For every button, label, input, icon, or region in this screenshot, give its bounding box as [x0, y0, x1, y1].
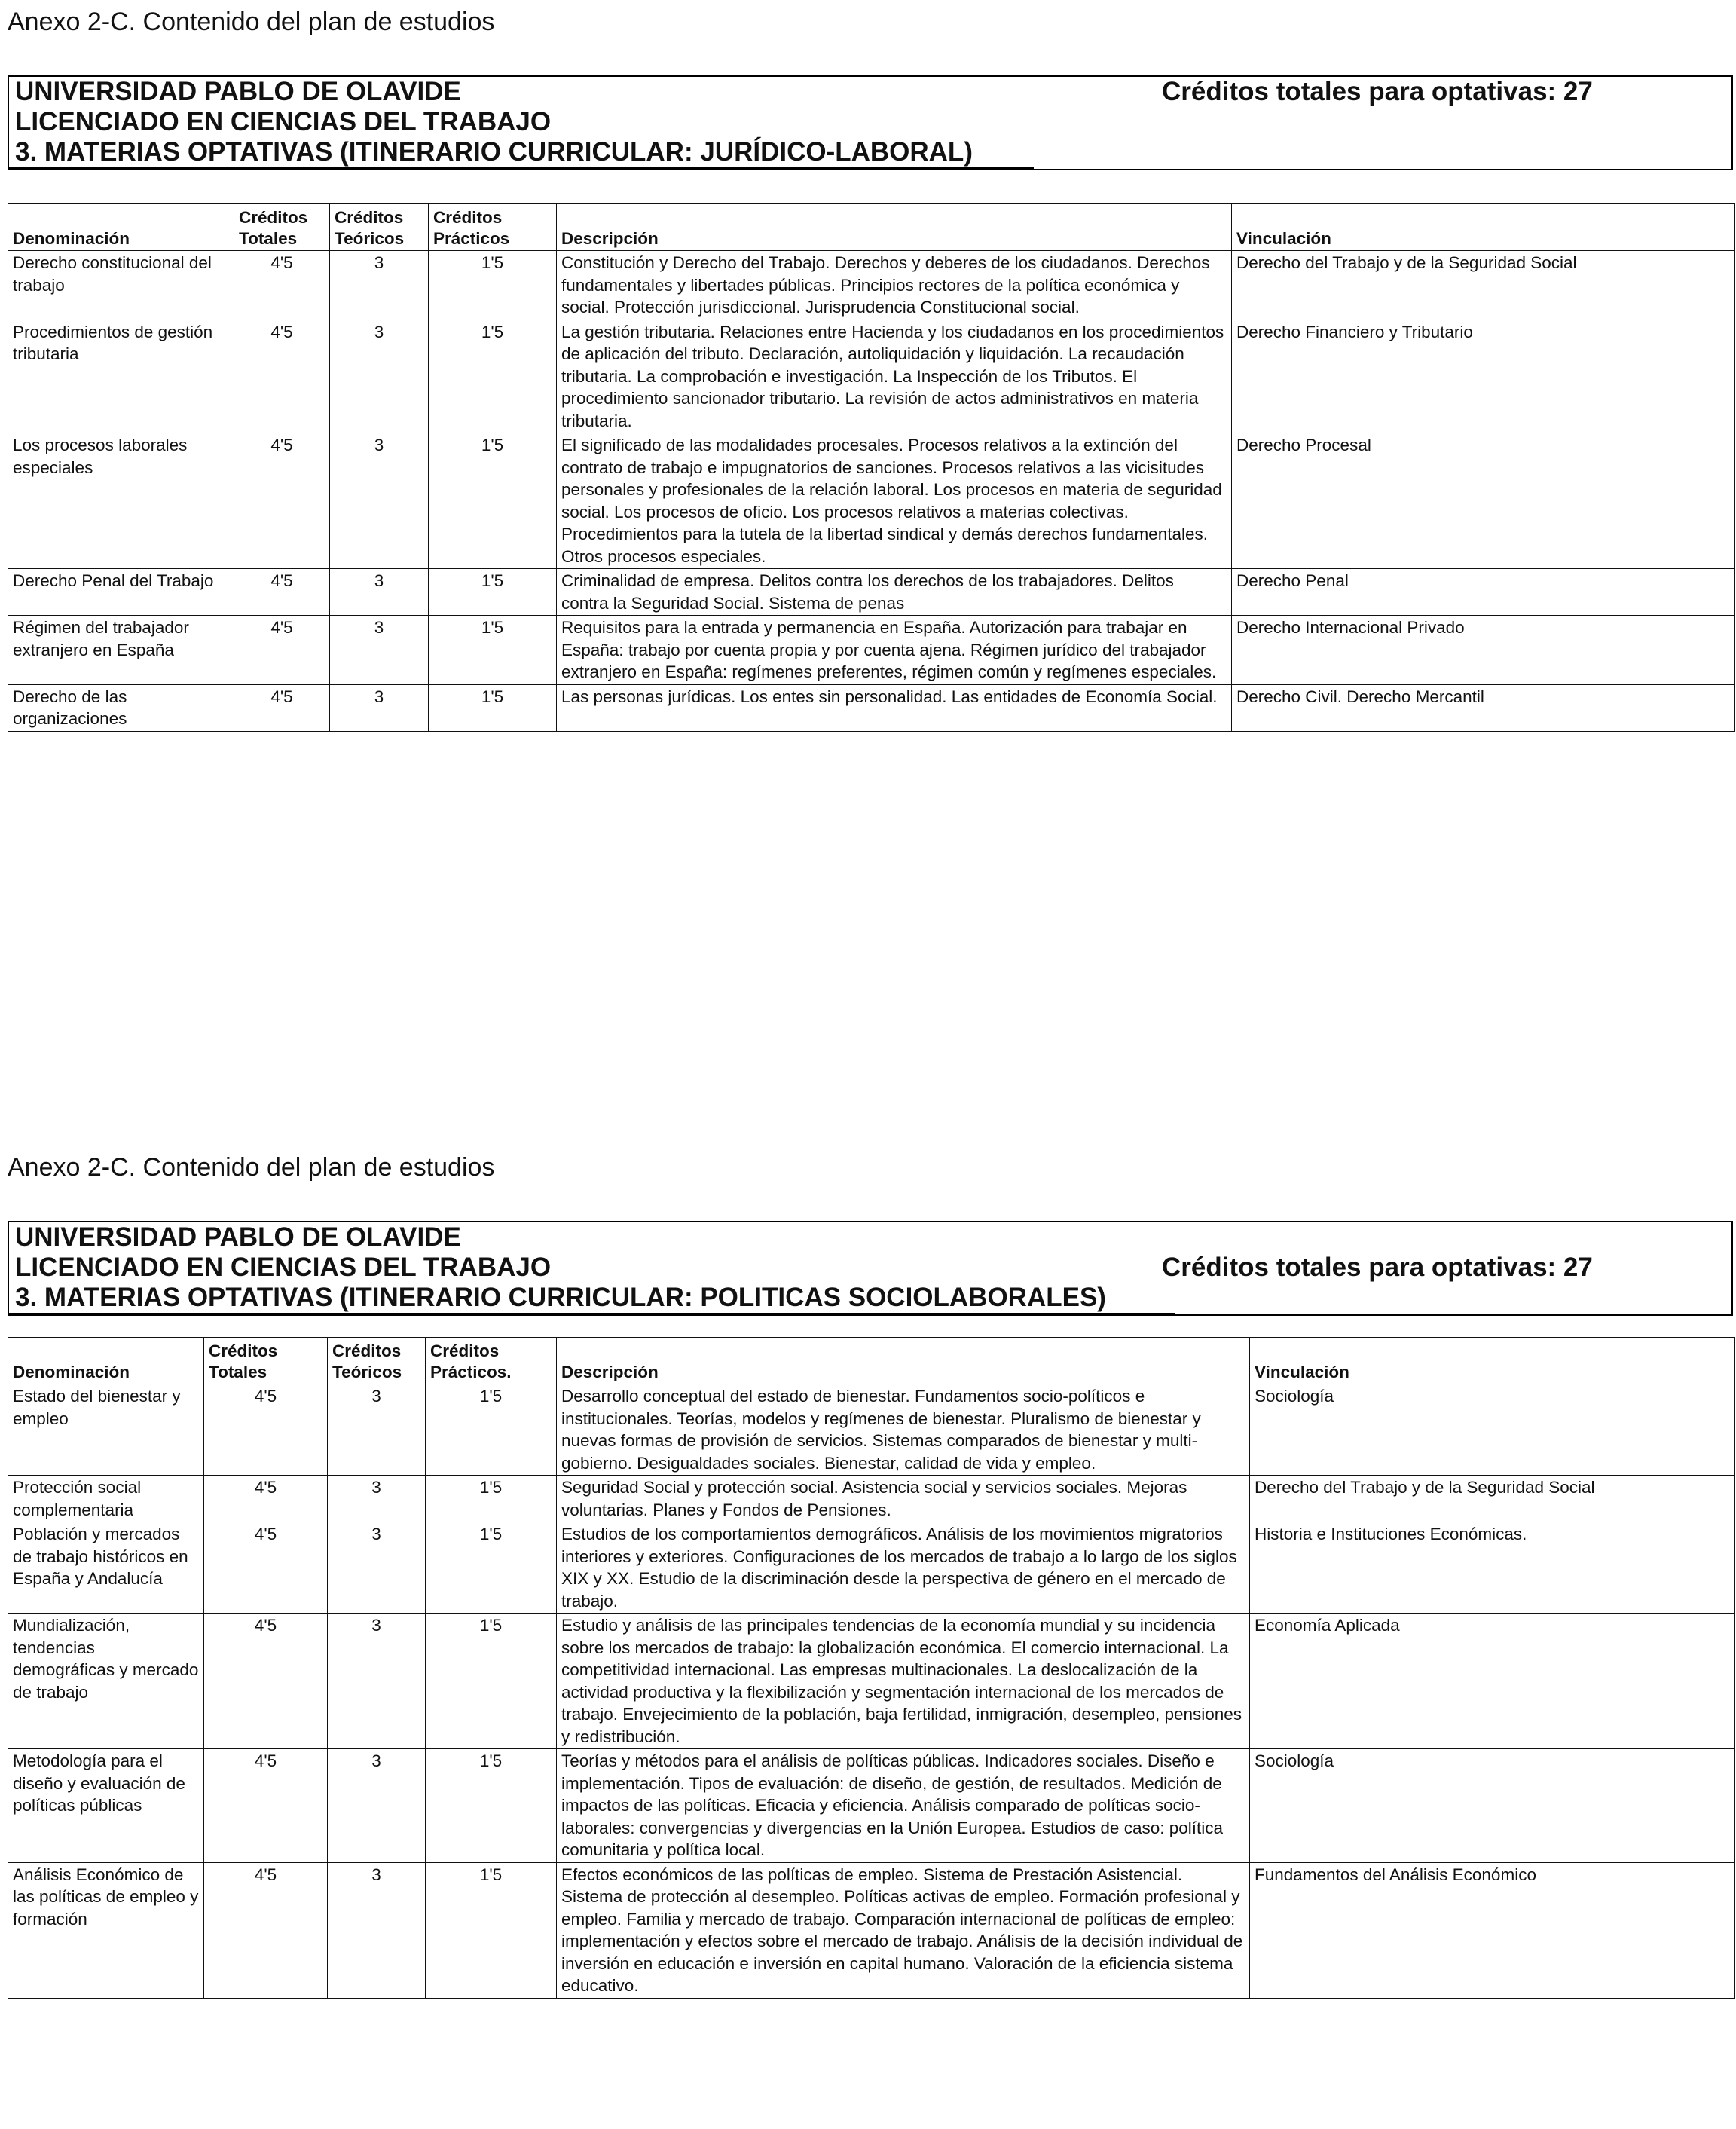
- table-header-row: [8, 204, 1735, 251]
- table-row: [8, 684, 1735, 731]
- row-descripcion: Criminalidad de empresa. Delitos contra los derechos de los trabajadores. Delitos contra la Seguridad Social. Sistema de penas: [557, 569, 1232, 616]
- row-teoricos: 3: [330, 569, 429, 616]
- col-totales: Créditos Totales: [234, 204, 330, 251]
- col-vinculacion: Vinculación: [1250, 1338, 1735, 1384]
- block-title: 3. MATERIAS OPTATIVAS (ITINERARIO CURRICULAR: POLITICAS SOCIOLABORALES): [15, 1283, 1106, 1312]
- row-vinculacion: Fundamentos del Análisis Económico: [1250, 1862, 1735, 1998]
- degree-name: LICENCIADO EN CIENCIAS DEL TRABAJO: [15, 1253, 552, 1282]
- row-totales: 4'5: [234, 251, 330, 320]
- row-practicos: 1'5: [429, 320, 557, 433]
- row-practicos: 1'5: [426, 1614, 557, 1749]
- row-totales: 4'5: [204, 1862, 328, 1998]
- row-denominacion: Derecho Penal del Trabajo: [8, 569, 234, 616]
- annex-title: Anexo 2-C. Contenido del plan de estudios: [8, 1153, 495, 1182]
- row-totales: 4'5: [204, 1476, 328, 1522]
- table-row: [8, 1614, 1735, 1749]
- row-teoricos: 3: [330, 433, 429, 569]
- row-practicos: 1'5: [426, 1862, 557, 1998]
- col-vinculacion: Vinculación: [1232, 204, 1735, 251]
- table-row: [8, 1522, 1735, 1614]
- row-denominacion: Población y mercados de trabajo históricos en España y Andalucía: [8, 1522, 204, 1614]
- col-practicos: Créditos Prácticos.: [426, 1338, 557, 1384]
- table-row: [8, 569, 1735, 616]
- table-row: [8, 433, 1735, 569]
- row-denominacion: Metodología para el diseño y evaluación de políticas públicas: [8, 1749, 204, 1863]
- row-practicos: 1'5: [429, 251, 557, 320]
- row-denominacion: Protección social complementaria: [8, 1476, 204, 1522]
- row-descripcion: Constitución y Derecho del Trabajo. Derechos y deberes de los ciudadanos. Derechos fundamentales y libertades públicas. Principios rectores de la política económica y social. Protección jurisdiccional. Jurisprudencia Constitucional social.: [557, 251, 1232, 320]
- row-totales: 4'5: [204, 1522, 328, 1614]
- block-underline: [8, 1313, 1175, 1315]
- col-teoricos: Créditos Teóricos: [328, 1338, 426, 1384]
- row-descripcion: Estudios de los comportamientos demográficos. Análisis de los movimientos migratorios interiores y exteriores. Configuraciones de los mercados de trabajo a lo largo de los siglos XIX y XX. Estudio de la discriminación desde la perspectiva de género en el mercado de trabajo.: [557, 1522, 1250, 1614]
- table-row: [8, 1476, 1735, 1522]
- row-descripcion: Requisitos para la entrada y permanencia en España. Autorización para trabajar en España: trabajo por cuenta propia y por cuenta ajena. Régimen jurídico del trabajador extranjero en España: regímenes preferentes, régimen común y regímenes especiales.: [557, 616, 1232, 685]
- row-teoricos: 3: [330, 616, 429, 685]
- university-name: UNIVERSIDAD PABLO DE OLAVIDE: [15, 77, 461, 106]
- row-totales: 4'5: [234, 433, 330, 569]
- row-denominacion: Análisis Económico de las políticas de empleo y formación: [8, 1862, 204, 1998]
- table-row: [8, 320, 1735, 433]
- row-teoricos: 3: [330, 320, 429, 433]
- row-totales: 4'5: [234, 616, 330, 685]
- row-vinculacion: Derecho del Trabajo y de la Seguridad Social: [1250, 1476, 1735, 1522]
- row-descripcion: El significado de las modalidades procesales. Procesos relativos a la extinción del contrato de trabajo e impugnatorios de sanciones. Procesos relativos a las vicisitudes personales y profesionales de la relación laboral. Los procesos en materia de seguridad social. Los procesos de oficio. Los procesos relativos a materias colectivas. Procedimientos para la tutela de la libertad sindical y demás derechos fundamentales. Otros procesos especiales.: [557, 433, 1232, 569]
- row-vinculacion: Derecho Financiero y Tributario: [1232, 320, 1735, 433]
- col-denominacion: Denominación: [8, 1338, 204, 1384]
- row-teoricos: 3: [328, 1749, 426, 1863]
- table-header-row: [8, 1338, 1735, 1384]
- row-practicos: 1'5: [426, 1749, 557, 1863]
- row-vinculacion: Derecho Internacional Privado: [1232, 616, 1735, 685]
- col-teoricos: Créditos Teóricos: [330, 204, 429, 251]
- row-descripcion: La gestión tributaria. Relaciones entre Hacienda y los ciudadanos en los procedimientos de aplicación del tributo. Declaración, autoliquidación y liquidación. La recaudación tributaria. La comprobación e investigación. La Inspección de los Tributos. El procedimiento sancionador tributario. La revisión de actos administrativos en materia tributaria.: [557, 320, 1232, 433]
- row-vinculacion: Sociología: [1250, 1384, 1735, 1476]
- row-denominacion: Derecho constitucional del trabajo: [8, 251, 234, 320]
- row-vinculacion: Derecho Penal: [1232, 569, 1735, 616]
- row-practicos: 1'5: [429, 433, 557, 569]
- credits-total: Créditos totales para optativas: 27: [1162, 77, 1593, 106]
- row-teoricos: 3: [328, 1522, 426, 1614]
- row-totales: 4'5: [204, 1614, 328, 1749]
- col-practicos: Créditos Prácticos: [429, 204, 557, 251]
- col-descripcion: Descripción: [557, 204, 1232, 251]
- row-teoricos: 3: [330, 251, 429, 320]
- header-box: [8, 1221, 1733, 1316]
- row-practicos: 1'5: [426, 1384, 557, 1476]
- block-underline: [8, 167, 1034, 170]
- row-vinculacion: Historia e Instituciones Económicas.: [1250, 1522, 1735, 1614]
- row-teoricos: 3: [328, 1862, 426, 1998]
- row-vinculacion: Sociología: [1250, 1749, 1735, 1863]
- block-title: 3. MATERIAS OPTATIVAS (ITINERARIO CURRICULAR: JURÍDICO-LABORAL): [15, 137, 973, 167]
- table-row: [8, 1862, 1735, 1998]
- row-denominacion: Los procesos laborales especiales: [8, 433, 234, 569]
- subjects-table: [8, 203, 1735, 732]
- annex-title: Anexo 2-C. Contenido del plan de estudios: [8, 8, 495, 36]
- row-denominacion: Estado del bienestar y empleo: [8, 1384, 204, 1476]
- row-totales: 4'5: [204, 1384, 328, 1476]
- header-box: [8, 75, 1733, 170]
- row-totales: 4'5: [204, 1749, 328, 1863]
- table-row: [8, 1749, 1735, 1863]
- row-descripcion: Estudio y análisis de las principales tendencias de la economía mundial y su incidencia sobre los mercados de trabajo: la globalización económica. El comercio internacional. La competitividad internacional. Las empresas multinacionales. La deslocalización de la actividad productiva y la flexibilización y segmentación internacional de los mercados de trabajo. Envejecimiento de la población, baja fertilidad, inmigración, desempleo, pensiones y redistribución.: [557, 1614, 1250, 1749]
- col-totales: Créditos Totales: [204, 1338, 328, 1384]
- university-name: UNIVERSIDAD PABLO DE OLAVIDE: [15, 1222, 461, 1252]
- row-denominacion: Derecho de las organizaciones: [8, 684, 234, 731]
- row-totales: 4'5: [234, 569, 330, 616]
- row-vinculacion: Derecho del Trabajo y de la Seguridad Social: [1232, 251, 1735, 320]
- row-descripcion: Las personas jurídicas. Los entes sin personalidad. Las entidades de Economía Social.: [557, 684, 1232, 731]
- table-row: [8, 1384, 1735, 1476]
- col-denominacion: Denominación: [8, 204, 234, 251]
- row-teoricos: 3: [328, 1614, 426, 1749]
- row-descripcion: Teorías y métodos para el análisis de políticas públicas. Indicadores sociales. Diseño e implementación. Tipos de evaluación: de diseño, de gestión, de resultados. Medición de impactos de las políticas. Eficacia y eficiencia. Análisis comparado de políticas socio-laborales: convergencias y divergencias en la Unión Europea. Estudios de caso: política comunitaria y política local.: [557, 1749, 1250, 1863]
- row-totales: 4'5: [234, 320, 330, 433]
- col-descripcion: Descripción: [557, 1338, 1250, 1384]
- degree-name: LICENCIADO EN CIENCIAS DEL TRABAJO: [15, 107, 552, 136]
- row-vinculacion: Derecho Civil. Derecho Mercantil: [1232, 684, 1735, 731]
- credits-total: Créditos totales para optativas: 27: [1162, 1253, 1593, 1282]
- row-descripcion: Seguridad Social y protección social. Asistencia social y servicios sociales. Mejoras voluntarias. Planes y Fondos de Pensiones.: [557, 1476, 1250, 1522]
- row-teoricos: 3: [328, 1384, 426, 1476]
- subjects-table: [8, 1337, 1735, 1999]
- row-teoricos: 3: [330, 684, 429, 731]
- row-practicos: 1'5: [429, 684, 557, 731]
- row-practicos: 1'5: [429, 569, 557, 616]
- row-practicos: 1'5: [429, 616, 557, 685]
- row-denominacion: Régimen del trabajador extranjero en España: [8, 616, 234, 685]
- row-totales: 4'5: [234, 684, 330, 731]
- row-practicos: 1'5: [426, 1522, 557, 1614]
- row-descripcion: Efectos económicos de las políticas de empleo. Sistema de Prestación Asistencial. Sistema de protección al desempleo. Políticas activas de empleo. Formación profesional y empleo. Familia y mercado de trabajo. Comparación internacional de políticas de empleo: implementación y efectos sobre el mercado de trabajo. Análisis de la decisión individual de inversión en educación e inversión en capital humano. Valoración de la eficiencia sistema educativo.: [557, 1862, 1250, 1998]
- row-denominacion: Mundialización, tendencias demográficas y mercado de trabajo: [8, 1614, 204, 1749]
- table-row: [8, 251, 1735, 320]
- row-vinculacion: Derecho Procesal: [1232, 433, 1735, 569]
- row-practicos: 1'5: [426, 1476, 557, 1522]
- row-vinculacion: Economía Aplicada: [1250, 1614, 1735, 1749]
- table-row: [8, 616, 1735, 685]
- row-denominacion: Procedimientos de gestión tributaria: [8, 320, 234, 433]
- row-descripcion: Desarrollo conceptual del estado de bienestar. Fundamentos socio-políticos e institucionales. Teorías, modelos y regímenes de bienestar. Pluralismo de bienestar y nuevas formas de provisión de servicios. Sistemas comparados de bienestar y multi-gobierno. Desigualdades sociales. Bienestar, calidad de vida y empleo.: [557, 1384, 1250, 1476]
- row-teoricos: 3: [328, 1476, 426, 1522]
